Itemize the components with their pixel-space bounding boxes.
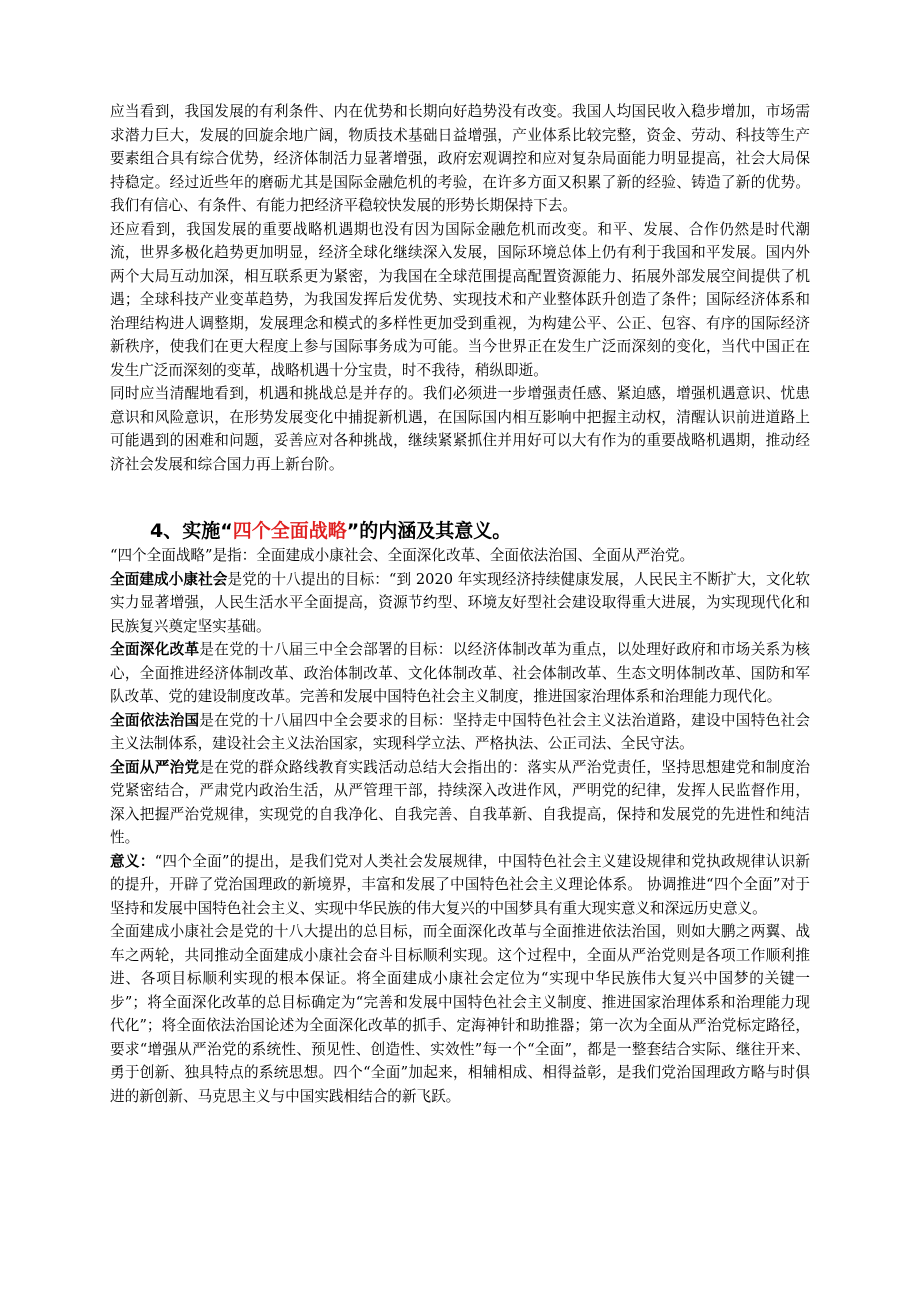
paragraph-significance — [110, 850, 810, 921]
text-party-governance: 是在党的群众路线教育实践活动总结大会指出的：落实从严治党责任，坚持思想建党和制度治党紧密结合，严肃党内政治生活，从严管理干部，持续深入改进作风，严明党的纪律，发挥人民监督作用，深入把握严治党规律，实现党的自我净化、自我完善、自我革新、自我提高，保持和发展党的先进性和纯洁性。 — [110, 758, 810, 846]
paragraph-favorable-conditions: 应当看到，我国发展的有利条件、内在优势和长期向好趋势没有改变。我国人均国民收入稳步增加，市场需求潜力巨大，发展的回旋余地广阔，物质技术基础日益增强，产业体系比较完整，资金、劳动、科技等生产要素组合具有综合优势，经济体制活力显著增强，政府宏观调控和应对复杂局面能力明显提高，社会大局保持稳定。经过近些年的磨砺尤其是国际金融危机的考验，在许多方面又积累了新的经验、铸造了新的优势。我们有信心、有条件、有能力把经济平稳较快发展的形势长期保持下去。 — [110, 103, 810, 214]
paragraph-closing: 全面建成小康社会是党的十八大提出的总目标，而全面深化改革与全面推进依法治国，则如大鹏之两翼、战车之两轮，共同推动全面建成小康社会奋斗目标顺利实现。这个过程中，全面从严治党则是各项工作顺利推进、各项目标顺利实现的根本保证。将全面建成小康社会定位为“实现中华民族伟大复兴中国梦的关键一步”；将全面深化改革的总目标确定为“完善和发展中国特色社会主义制度、推进国家治理体系和治理能力现代化”；将全面依法治国论述为全面深化改革的抓手、定海神针和助推器；第一次为全面从严治党标定路径，要求“增强从严治党的系统性、预见性、创造性、实效性”每一个“全面”，都是一整套结合实际、继往开来、勇于创新、独具特点的系统思想。四个“全面”加起来，相辅相成、相得益彰，是我们党治国理政方略与时俱进的新创新、马克思主义与中国实践相结合的新飞跃。 — [110, 923, 810, 1105]
term-reform: 全面深化改革 — [110, 641, 200, 658]
paragraph-rule-of-law — [110, 709, 810, 756]
term-xiaokang: 全面建成小康社会 — [110, 570, 228, 588]
text-reform: 是在党的十八届三中全会部署的目标：以经济体制改革为重点，以处理好政府和市场关系为核心，全面推进经济体制改革、政治体制改革、文化体制改革、社会体制改革、生态文明体制改革、国防和军队改革、党的建设制度改革。完善和发展中国特色社会主义制度，推进国家治理体系和治理能力现代化。 — [110, 641, 810, 705]
paragraph-reform — [110, 638, 810, 709]
paragraph-xiaokang — [110, 568, 810, 639]
paragraph-definition: “四个全面战略”是指：全面建成小康社会、全面深化改革、全面依法治国、全面从严治党。 — [110, 547, 695, 564]
paragraph-challenges: 同时应当清醒地看到，机遇和挑战总是并存的。我们必须进一步增强责任感、紧迫感，增强机遇意识、忧患意识和风险意识，在形势发展变化中捕捉新机遇，在国际国内相互影响中把握主动权，清醒认识前进道路上可能遇到的困难和问题，妥善应对各种挑战，继续紧紧抓住并用好可以大有作为的重要战略机遇期，推动经济社会发展和综合国力再上新台阶。 — [110, 385, 810, 473]
heading-prefix: 4、实施“ — [150, 520, 233, 542]
paragraph-strategic-opportunity: 还应看到，我国发展的重要战略机遇期也没有因为国际金融危机而改变。和平、发展、合作仍然是时代潮流，世界多极化趋势更加明显，经济全球化继续深入发展，国际环境总体上仍有利于我国和平发展。国内外两个大局互动加深，相互联系更为紧密，为我国在全球范围提高配置资源能力、拓展外部发展空间提供了机遇；全球科技产业变革趋势，为我国发挥后发优势、实现技术和产业整体跃升创造了条件；国际经济体系和治理结构进人调整期，发展理念和模式的多样性更加受到重视，为构建公平、公正、包容、有序的国际经济新秩序，使我们在更大程度上参与国际事务成为可能。当今世界正在发生广泛而深刻的变化，当代中国正在发生广泛而深刻的变革，战略机遇十分宝贵，时不我待，稍纵即逝。 — [110, 220, 810, 379]
paragraph-party-governance — [110, 756, 810, 850]
term-party-governance: 全面从严治党 — [110, 758, 200, 776]
document-page — [110, 100, 810, 1108]
section-heading — [150, 518, 810, 544]
text-significance: “四个全面”的提出，是我们党对人类社会发展规律，中国特色社会主义建设规律和党执政规律认识新的提升，开辟了党治国理政的新境界，丰富和发展了中国特色社会主义理论体系。 协调推进“四个全面”对于坚持和发展中国特色社会主义、实现中华民族的伟大复兴的中国梦具有重大现实意义和深远历史意义。 — [110, 852, 810, 917]
text-xiaokang: 是党的十八提出的目标：“到 2020 年实现经济持续健康发展，人民民主不断扩大，文化软实力显著增强，人民生活水平全面提高，资源节约型、环境友好型社会建设取得重大进展，为实现现代化和民族复兴奠定坚实基础。 — [110, 570, 810, 635]
text-rule-of-law: 是在党的十八届四中全会要求的目标：坚持走中国特色社会主义法治道路，建设中国特色社会主义法制体系，建设社会主义法治国家，实现科学立法、严格执法、公正司法、全民守法。 — [110, 711, 810, 752]
heading-suffix: ”的内涵及其意义。 — [346, 520, 512, 542]
heading-highlight: 四个全面战略 — [232, 520, 347, 542]
term-rule-of-law: 全面依法治国 — [110, 711, 200, 729]
term-significance: 意义： — [110, 852, 155, 870]
